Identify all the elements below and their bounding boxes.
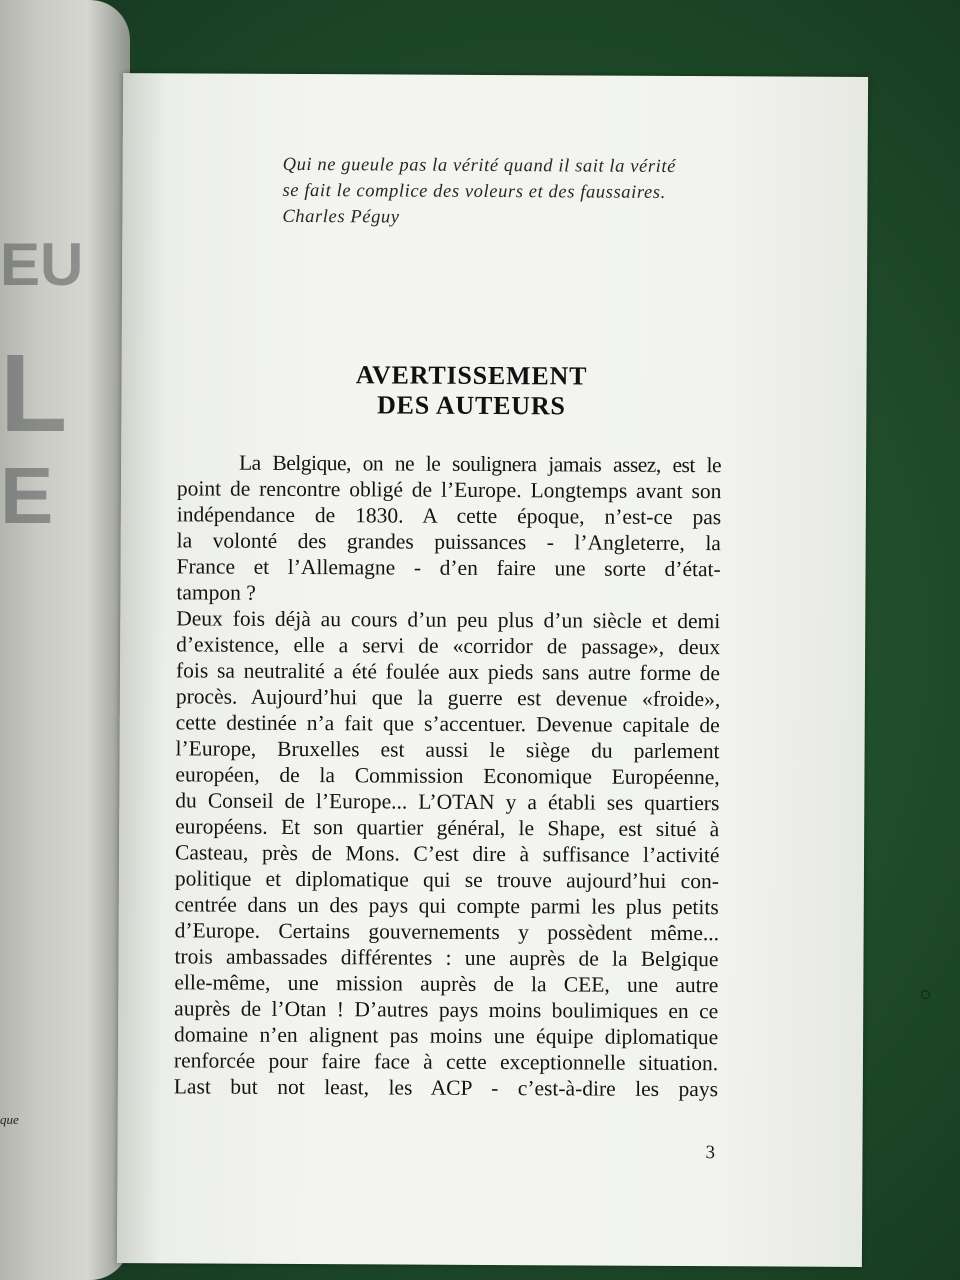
left-page-ghost-print: EU bbox=[0, 231, 84, 298]
left-page-ghost-print: E bbox=[0, 451, 54, 540]
body-line: Deux fois déjà au cours d’un peu plus d’un siècle et demi bbox=[176, 606, 721, 634]
body-line: d’Europe. Certains gouvernements y possèdent même... bbox=[174, 918, 720, 946]
epigraph bbox=[282, 152, 752, 232]
body-line: procès. Aujourd’hui que la guerre est devenue «froide», bbox=[175, 684, 721, 712]
left-page-edge bbox=[0, 0, 130, 1280]
page-number: 3 bbox=[705, 1142, 716, 1164]
body-line: fois sa neutralité a été foulée aux pieds sans autre forme de bbox=[175, 658, 721, 686]
title-line: DES AUTEURS bbox=[376, 390, 566, 421]
body-line: l’Europe, Bruxelles est aussi le siège du parlement bbox=[175, 736, 720, 764]
body-line: indépendance de 1830. A cette époque, n’est-ce pas bbox=[176, 502, 722, 530]
body-line: européen, de la Commission Economique Européenne, bbox=[175, 762, 720, 790]
body-line: La Belgique, on ne le soulignera jamais assez, est le bbox=[239, 450, 722, 478]
left-page-fragment: que bbox=[0, 1112, 19, 1127]
title-line: AVERTISSEMENT bbox=[355, 360, 588, 391]
body-line: Casteau, près de Mons. C’est dire à suffisance l’activité bbox=[174, 840, 720, 868]
body-line: européens. Et son quartier général, le Shape, est situé à bbox=[175, 814, 720, 842]
body-line: elle-même, une mission auprès de la CEE, une autre bbox=[174, 970, 719, 998]
body-line: auprès de l’Otan ! D’autres pays moins boulimiques en ce bbox=[174, 996, 719, 1024]
body-line: trois ambassades différentes : une auprès de la Belgique bbox=[174, 944, 719, 972]
body-line: domaine n’en alignent pas moins une équipe diplomatique bbox=[174, 1022, 719, 1050]
epigraph-line: Qui ne gueule pas la vérité quand il sait la vérité bbox=[282, 154, 677, 177]
body-line: renforcée pour faire face à cette exceptionnelle situation. bbox=[173, 1048, 719, 1076]
body-line: centrée dans un des pays qui compte parmi les plus petits bbox=[174, 892, 719, 920]
page-title bbox=[221, 360, 721, 423]
book-page bbox=[117, 73, 868, 1267]
epigraph-line: se fait le complice des voleurs et des faussaires. bbox=[282, 180, 666, 203]
left-page-ghost-print: L bbox=[0, 332, 68, 455]
body-line: cette destinée n’a fait que s’accentuer. Devenue capitale de bbox=[175, 710, 720, 738]
body-line: Last but not least, les ACP - c’est-à-dire les pays bbox=[173, 1074, 719, 1102]
body-line: tampon ? bbox=[176, 580, 256, 605]
body-line: du Conseil de l’Europe... L’OTAN y a établi ses quartiers bbox=[175, 788, 720, 816]
body-line: la volonté des grandes puissances - l’Angleterre, la bbox=[176, 528, 721, 556]
body-text bbox=[174, 449, 721, 1102]
epigraph-author: Charles Péguy bbox=[282, 206, 400, 228]
body-line: politique et diplomatique qui se trouve aujourd’hui con- bbox=[174, 866, 719, 894]
body-line: France et l’Allemagne - d’en faire une sorte d’état- bbox=[176, 554, 721, 582]
background-hole bbox=[921, 990, 930, 999]
body-line: d’existence, elle a servi de «corridor de passage», deux bbox=[176, 632, 721, 660]
body-line: point de rencontre obligé de l’Europe. Longtemps avant son bbox=[176, 476, 722, 504]
